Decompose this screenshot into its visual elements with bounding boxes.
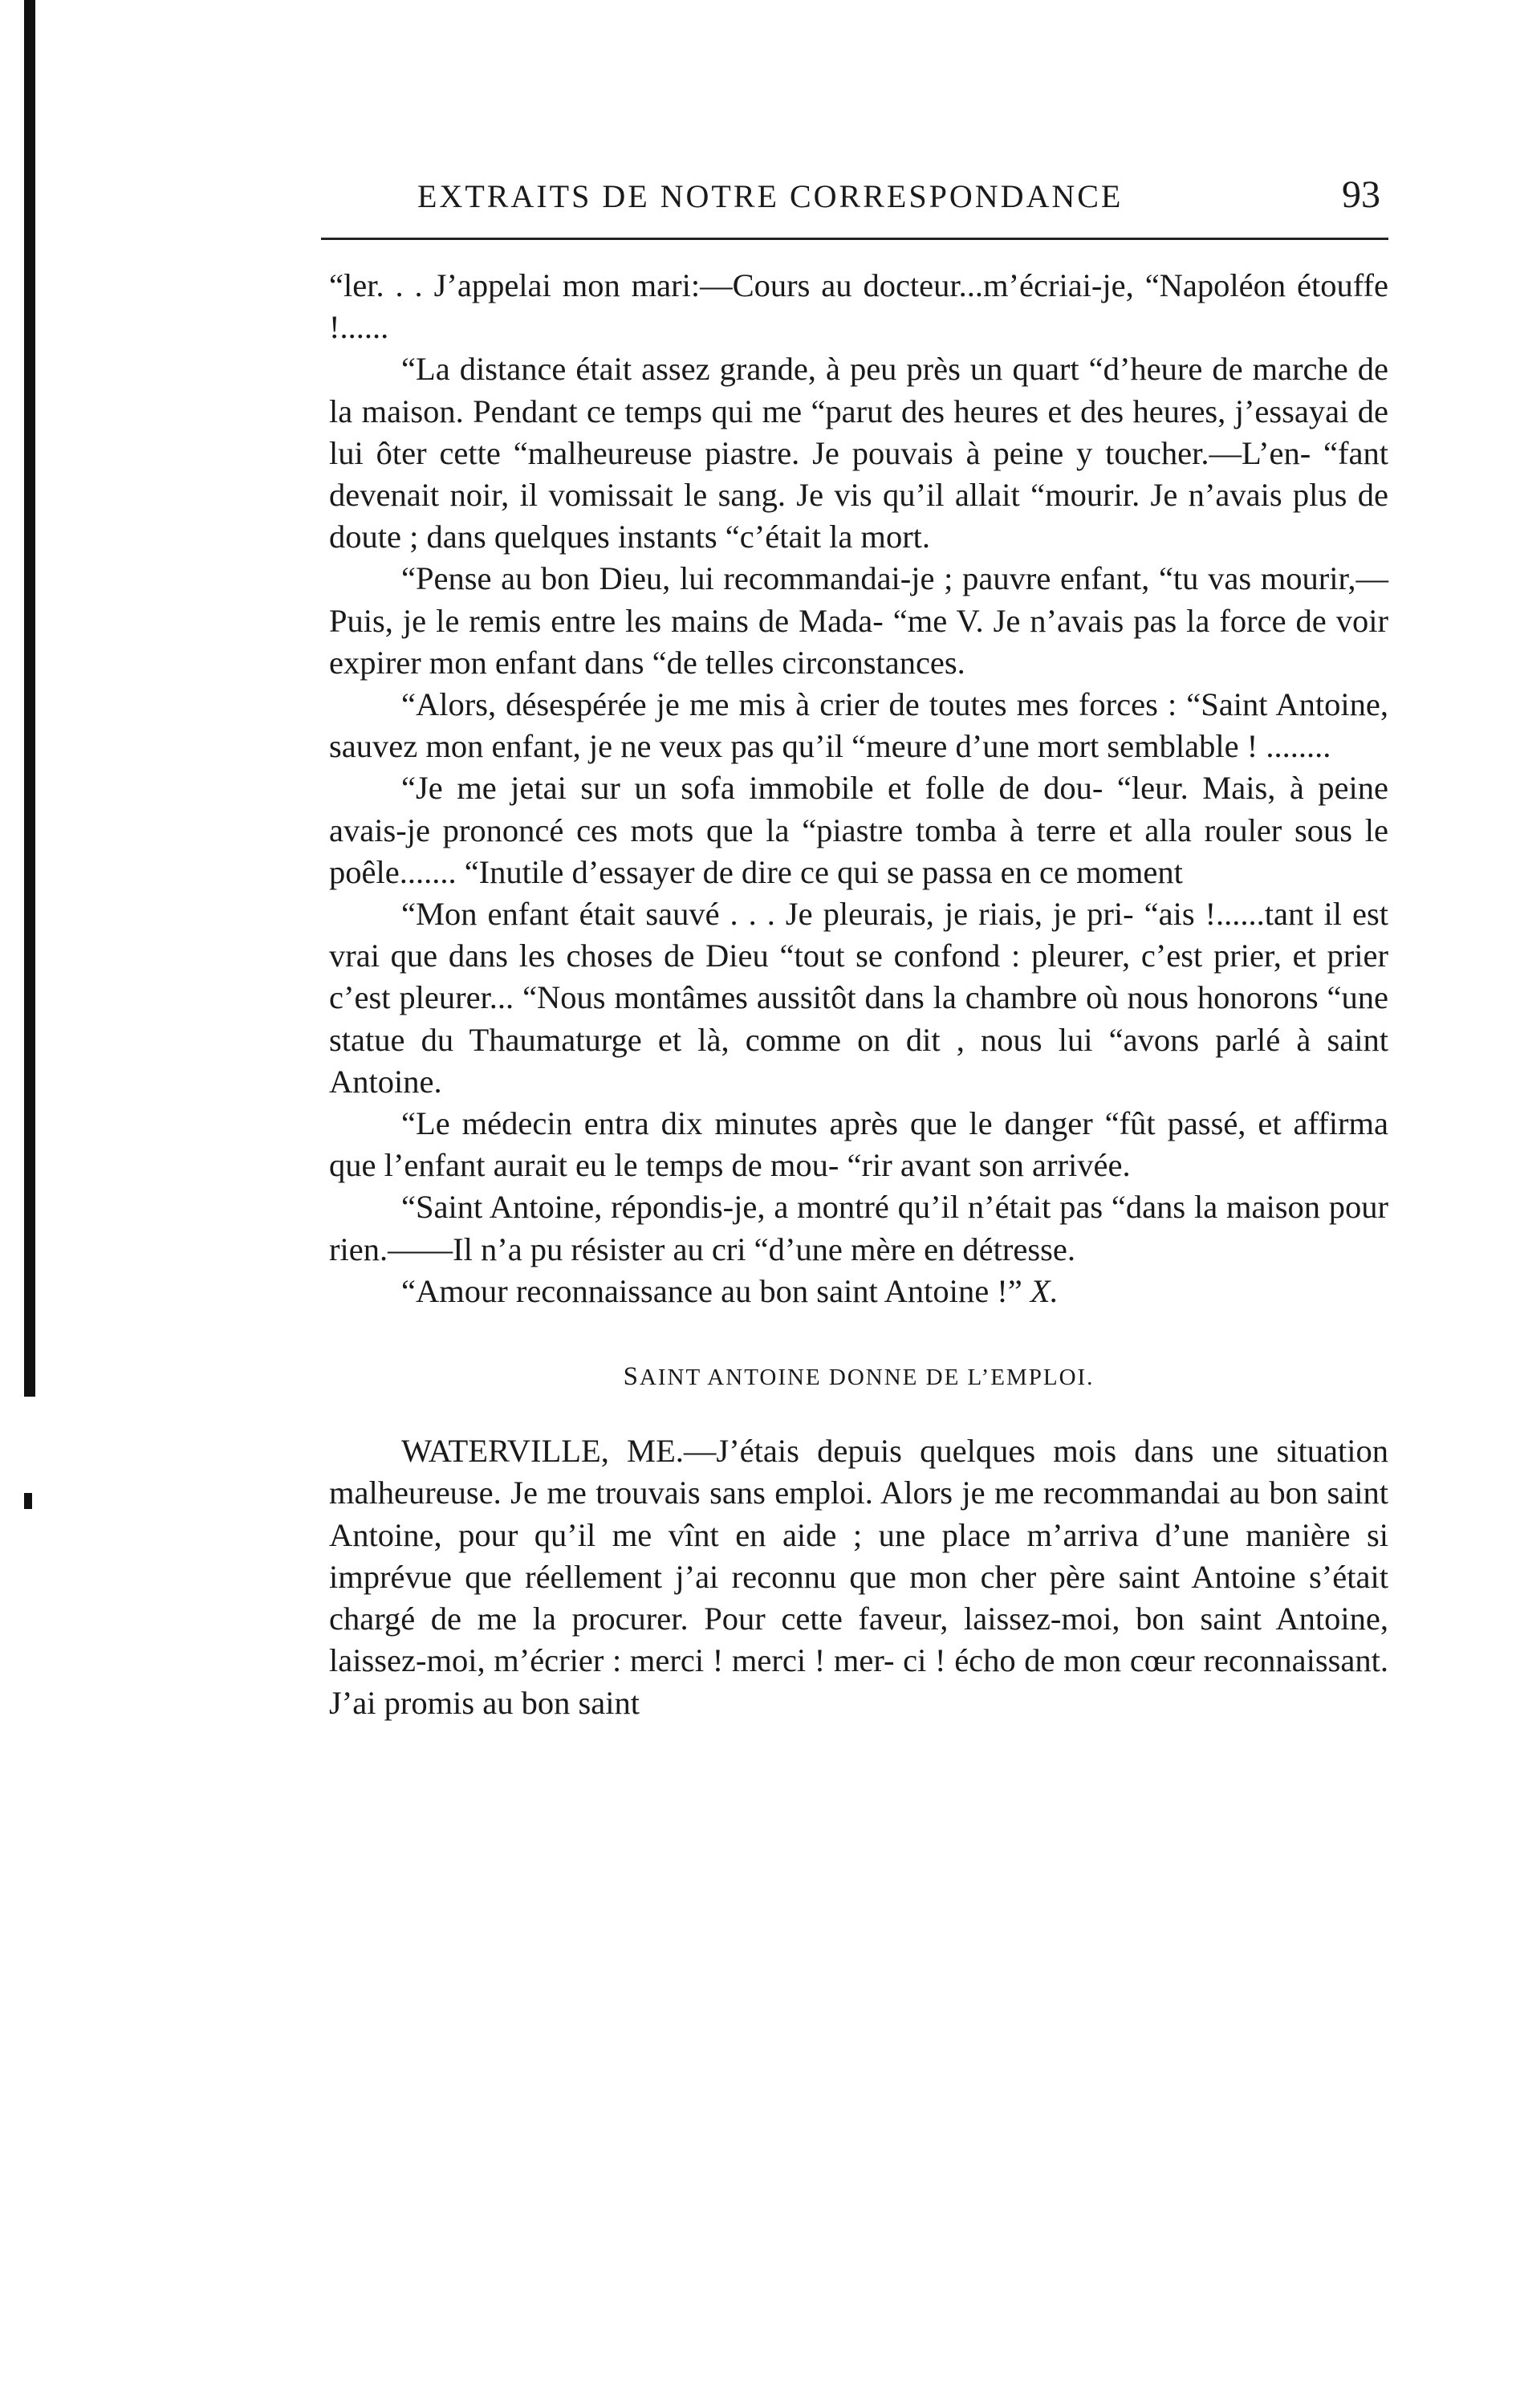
section-title-initial: S — [623, 1362, 640, 1392]
closing-paragraph — [329, 1271, 1388, 1312]
binding-edge — [24, 0, 35, 1397]
paragraph: “ler. . . J’appelai mon mari:—Cours au docteur...m’écriai-je, “Napoléon étouffe !...... — [329, 267, 1388, 346]
header-rule — [321, 238, 1388, 240]
binding-edge-fragment — [24, 1493, 32, 1509]
paragraph: “Le médecin entra dix minutes après que le danger “fût passé, et affirma que l’enfant aurait eu le temps de mou- “rir avant son arrivée. — [329, 1105, 1388, 1184]
running-head: EXTRAITS DE NOTRE CORRESPONDANCE — [417, 178, 1124, 214]
paragraph: “Mon enfant était sauvé . . . Je pleurais, je riais, je pri- “ais !......tant il est vrai que dans les choses de Dieu “tout se confond : pleurer, c’est prier, et prier c’est pleurer... “Nous montâmes aussitôt dans la chambre où nous honorons “une statue du Thaumaturge et là, comme on dit , nous lui “avons parlé à saint Antoine. — [329, 896, 1388, 1100]
section-title-rest: AINT ANTOINE DONNE DE L’EMPLOI. — [639, 1365, 1095, 1391]
closing-line: “Amour reconnaissance au bon saint Antoine !” — [401, 1272, 1022, 1309]
paragraph: “Pense au bon Dieu, lui recommandai-je ; pauvre enfant, “tu vas mourir,—Puis, je le remis entre les mains de Mada- “me V. Je n’avais pas la force de voir expirer mon enfant dans “de telles circonstances. — [329, 560, 1388, 681]
body-text — [329, 265, 1388, 1724]
paragraph: “Je me jetai sur un sofa immobile et folle de dou- “leur. Mais, à peine avais-je prononcé ces mots que la “piastre tomba à terre et alla rouler sous le poêle....... “Inutile d’essayer de dire ce qui se passa en ce moment — [329, 770, 1388, 890]
section-title — [329, 1356, 1388, 1398]
paragraph: “Alors, désespérée je me mis à crier de toutes mes forces : “Saint Antoine, sauvez mon enfant, je ne veux pas qu’il “meure d’une mort semblable ! ........ — [329, 686, 1388, 765]
paragraph: “Saint Antoine, répondis-je, a montré qu’il n’était pas “dans la maison pour rien.——Il n’a pu résister au cri “d’une mère en détresse. — [329, 1189, 1388, 1267]
paragraph: WATERVILLE, ME.—J’étais depuis quelques mois dans une situation malheureuse. Je me trouvais sans emploi. Alors je me recommandai au bon saint Antoine, pour qu’il me vînt en aide ; une place m’arriva d’une manière si imprévue que réellement j’ai reconnu que mon cher père saint Antoine s’était chargé de me la procurer. Pour cette faveur, laissez-moi, bon saint Antoine, laissez-moi, m’écrier : merci ! merci ! mer- ci ! écho de mon cœur reconnaissant. J’ai promis au bon saint — [329, 1433, 1388, 1721]
signature: X. — [1030, 1272, 1059, 1309]
page-header — [417, 173, 1380, 217]
paragraph: “La distance était assez grande, à peu près un quart “d’heure de marche de la maison. Pendant ce temps qui me “parut des heures et des heures, j’essayai de lui ôter cette “malheureuse piastre. Je pouvais à peine y toucher.—L’en- “fant devenait noir, il vomissait le sang. Je vis qu’il allait “mourir. Je n’avais plus de doute ; dans quelques instants “c’était la mort. — [329, 351, 1388, 555]
page-number: 93 — [1342, 173, 1380, 216]
